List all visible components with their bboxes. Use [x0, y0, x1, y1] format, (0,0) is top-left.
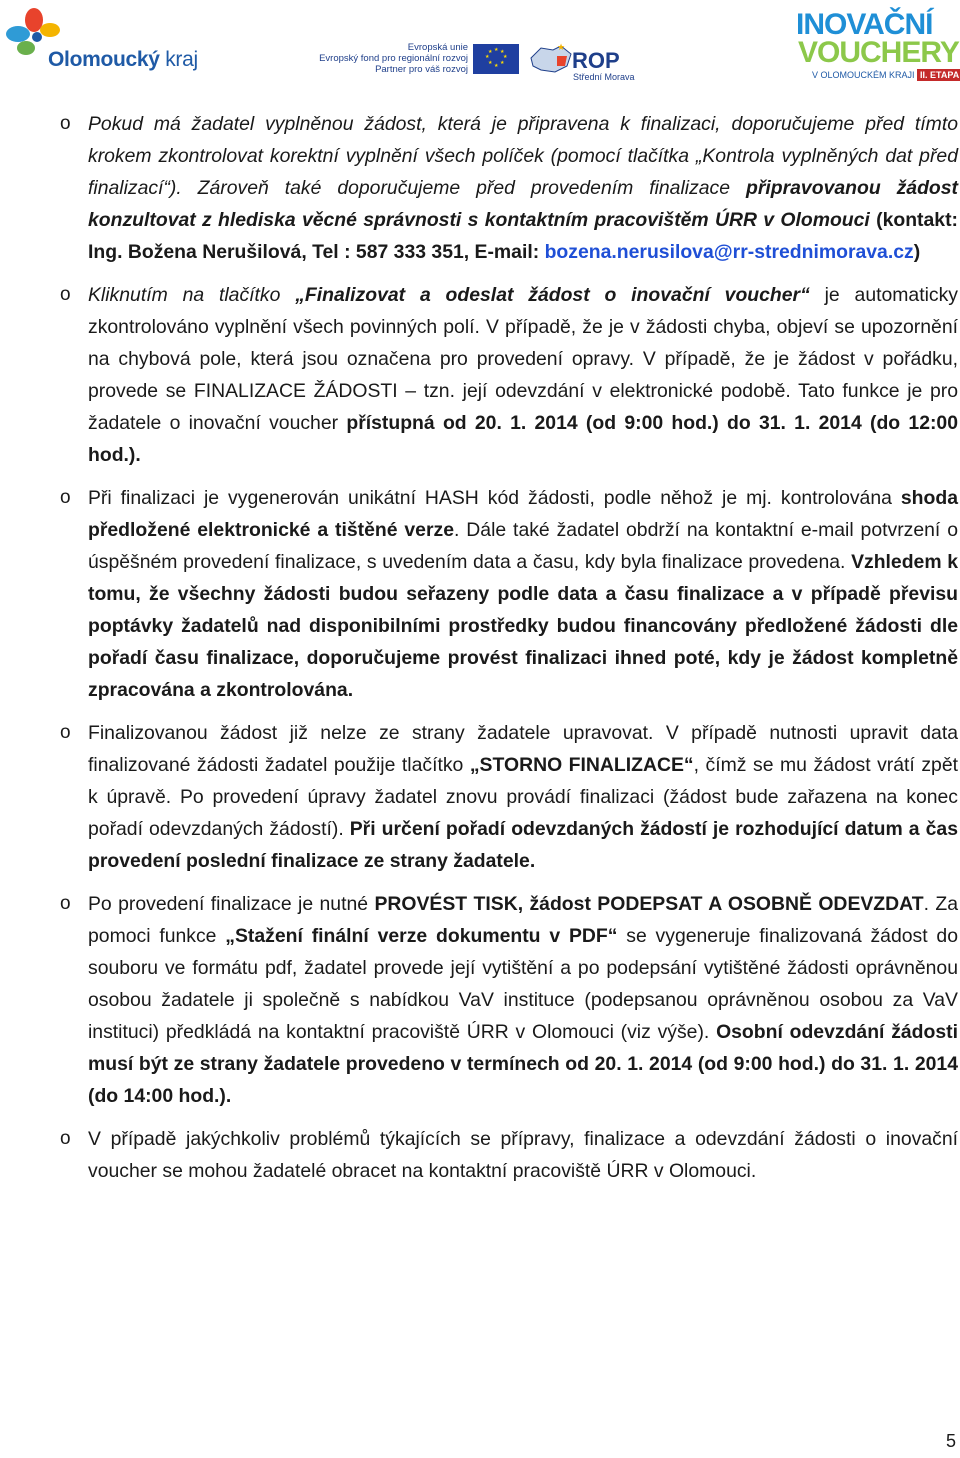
document-body [60, 108, 958, 1198]
eu-flag-icon [473, 44, 519, 74]
eu-line-2: Evropský fond pro regionální rozvoj [319, 53, 468, 64]
list-item [60, 482, 958, 706]
bullet-marker: o [60, 113, 71, 134]
svg-text:★: ★ [488, 49, 493, 55]
text-segment: připravovanou žádost konzultovat z hlediska věcné správnosti s kontaktním pracovištěm ÚRR v Olomouci [88, 177, 959, 231]
text-segment: . Dále také žadatel obdrží na kontaktní e-mail potvrzení o úspěšném provedení finalizace, s uvedením data a času, kdy byla finalizace provedena. [88, 519, 958, 573]
voucher-line-3 [812, 70, 960, 80]
list-item [60, 1123, 958, 1187]
text-segment: Pokud má žadatel vyplněnou žádost, která je připravena k finalizaci, doporučujeme před tímto krokem zkontrolovat korektní vyplnění všech políček (pomocí tlačítka „Kontrola vyplněných dat před finalizací“). Zároveň také doporučujeme před provedením finalizace [88, 113, 958, 199]
text-segment: je automaticky zkontrolováno vyplnění všech povinných polí. V případě, že je v žádosti chyba, objeví se upozornění na chybová pole, která jsou označena pro provedení opravy. V případě, že je žádost v pořádku, provede se [88, 284, 958, 402]
text-segment: Kliknutím na tlačítko [88, 284, 296, 306]
text-segment: Při určení pořadí odevzdaných žádostí je rozhodující datum a čas provedení poslední finalizace ze strany žadatele. [88, 818, 958, 872]
email-link[interactable]: bozena.nerusilova@rr-strednimorava.cz [544, 241, 914, 263]
voucher-line-1: INOVAČNÍ [796, 8, 933, 41]
bullet-marker: o [60, 893, 71, 914]
bullet-marker: o [60, 1128, 71, 1149]
rop-logo [527, 36, 635, 86]
voucher-etapa-badge: II. ETAPA [917, 69, 960, 81]
voucher-region: V OLOMOUCKÉM KRAJI [812, 70, 915, 80]
text-segment: V případě jakýchkoliv problémů týkajících se přípravy, finalizace a odevzdání žádosti o inovační voucher se mohou žadatelé obracet na kontaktní pracoviště ÚRR v Olomouci. [88, 1128, 958, 1182]
text-segment: . Za pomoci funkce [88, 893, 959, 947]
text-segment: , čímž se mu žádost vrátí zpět k úpravě. Po provedení úpravy žadatel znovu provádí finalizaci (žádost bude zařazena na konec pořadí odevzdaných žádostí). [88, 754, 958, 840]
logo-name: Olomoucký [48, 48, 160, 71]
text-segment: „STORNO FINALIZACE“ [469, 754, 694, 776]
text-segment: Po provedení finalizace je nutné [88, 893, 375, 915]
rop-subtitle: Střední Morava [573, 72, 635, 82]
svg-text:★: ★ [485, 54, 490, 60]
svg-text:★: ★ [500, 49, 505, 55]
svg-text:★: ★ [557, 43, 566, 53]
olomoucky-kraj-wordmark [48, 48, 198, 72]
page-header [0, 0, 960, 100]
text-segment: ) [913, 241, 921, 263]
text-segment: FINALIZACE ŽÁDOSTI [193, 380, 398, 402]
olomoucky-kraj-logo [4, 8, 219, 80]
text-segment: Při finalizaci je vygenerován unikátní HASH kód žádosti, podle něhož je mj. kontrolována [88, 487, 901, 509]
text-segment: shoda předložené elektronické a tištěné verze [88, 487, 958, 541]
text-segment: Finalizovanou žádost již nelze ze strany žadatele upravovat. V případě nutnosti upravit data finalizované žádosti žadatel použije tlačítko [88, 722, 958, 776]
page-number: 5 [945, 1431, 956, 1451]
bullet-marker: o [60, 487, 71, 508]
svg-text:★: ★ [500, 60, 505, 66]
svg-text:★: ★ [494, 63, 499, 69]
text-segment: Osobní odevzdání žádosti musí být ze strany žadatele provedeno v termínech od 20. 1. 2014 (od 9:00 hod.) do 31. 1. 2014 (do 14:00 hod.). [88, 1021, 958, 1107]
text-segment: (kontakt: Ing. Božena Nerušilová, Tel : 587 333 351, E-mail: [88, 209, 958, 263]
eu-logo [318, 42, 518, 78]
text-segment: přístupná od 20. 1. 2014 (od 9:00 hod.) do 31. 1. 2014 (do 12:00 hod.). [88, 412, 959, 466]
text-segment: „Finalizovat a odeslat žádost o inovační voucher“ [295, 284, 810, 306]
czech-map-icon [527, 40, 575, 82]
text-segment: se vygeneruje finalizovaná žádost do souboru ve formátu pdf, žadatel provede její vytištění a po podepsání vytištěné žádosti oprávněnou osobou žadatele ji společně s nabídkou VaV instituce (podepsanou oprávněnou osobou za VaV instituci) předkládá na kontaktní pracoviště ÚRR v Olomouci (viz výše). [88, 925, 958, 1043]
text-segment: PROVÉST TISK, žádost PODEPSAT A OSOBNĚ ODEVZDAT [374, 893, 924, 915]
list-item [60, 279, 958, 471]
list-item [60, 108, 958, 268]
text-segment: „Stažení finální verze dokumentu v PDF“ [225, 925, 618, 947]
text-segment: Vzhledem k tomu, že všechny žádosti budou seřazeny podle data a času finalizace a v případě převisu poptávky žadatelů nad disponibilními prostředky budou financovány předložené žádosti dle pořadí času finalizace, doporučujeme provést finalizaci ihned poté, kdy je žádost kompletně zpracována a zkontrolována. [88, 551, 959, 701]
eu-line-1: Evropská unie [407, 42, 468, 53]
bullet-list [60, 108, 958, 1187]
svg-text:★: ★ [503, 54, 508, 60]
svg-text:★: ★ [488, 60, 493, 66]
svg-text:★: ★ [494, 47, 499, 53]
rop-wordmark: ROP [572, 48, 620, 73]
bullet-marker: o [60, 722, 71, 743]
voucher-line-2: VOUCHERY [798, 36, 959, 69]
eu-logo-text [318, 42, 468, 75]
list-item [60, 717, 958, 877]
eu-line-3: Partner pro váš rozvoj [375, 64, 468, 75]
logo-suffix: kraj [165, 48, 198, 71]
bullet-marker: o [60, 284, 71, 305]
text-segment: – tzn. její odevzdání v elektronické podobě. Tato funkce je pro žadatele o inovační voucher [88, 380, 958, 434]
list-item [60, 888, 958, 1112]
inovacni-vouchery-logo [786, 0, 960, 95]
